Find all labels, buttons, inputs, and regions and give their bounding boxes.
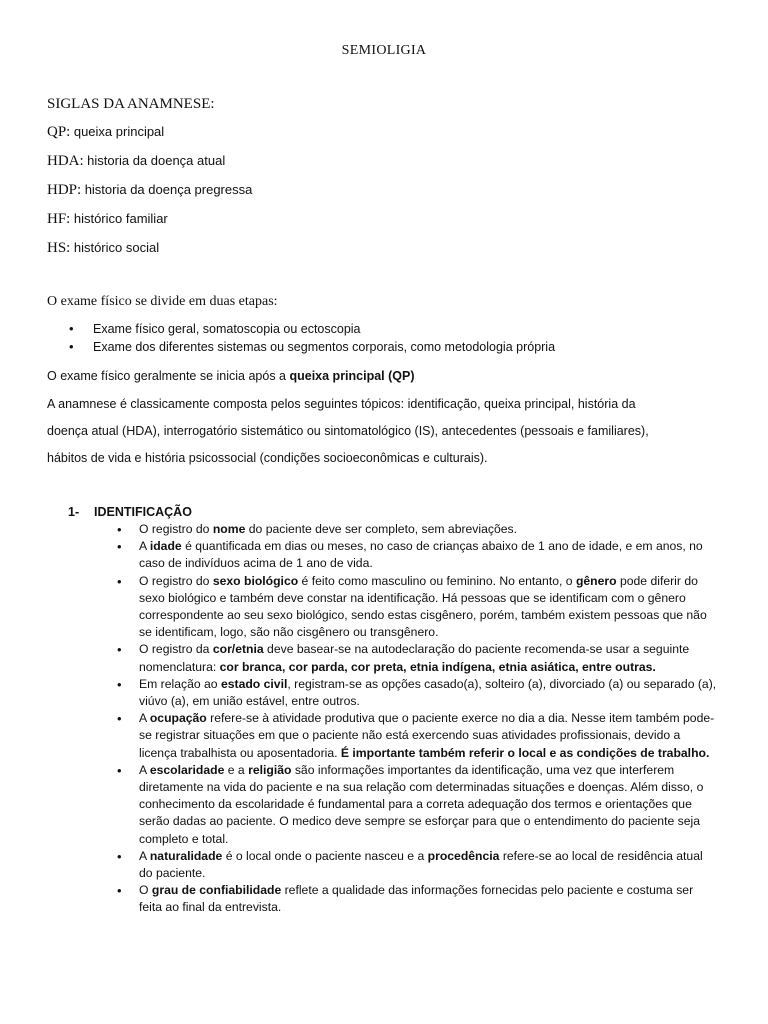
- bold-text: naturalidade: [149, 848, 223, 863]
- identificacao-item: [139, 573, 719, 642]
- bold-text: idade: [149, 539, 182, 554]
- bold-text: cor branca, cor parda, cor preta, etnia indígena, etnia asiática, entre outras.: [219, 659, 656, 674]
- bold-text: nome: [212, 522, 246, 536]
- sigla-code: HDA:: [47, 153, 84, 169]
- anamnese-line: hábitos de vida e história psicossocial (condições socioeconômicas e culturais).: [47, 451, 488, 465]
- siglas-heading: SIGLAS DA ANAMNESE:: [47, 96, 215, 112]
- text-run: , registram-se as opções casado(a), solteiro (a), divorciado (a) ou separado (a), viúvo (a), em união estável, entre outros.: [139, 676, 717, 709]
- bold-text: É importante também referir o local e as condições de trabalho.: [340, 745, 710, 760]
- sigla-code: HF:: [47, 211, 71, 227]
- exam-intro: O exame físico se divide em duas etapas:: [47, 294, 278, 309]
- text-run: Em relação ao: [139, 676, 221, 691]
- sigla-code: HDP:: [47, 182, 82, 198]
- sigla-description: historia da doença atual: [87, 153, 226, 168]
- identificacao-item: [139, 538, 719, 572]
- sigla-code: QP:: [47, 124, 71, 140]
- text-run: O registro da: [139, 642, 213, 657]
- bold-text: estado civil: [220, 676, 288, 691]
- bold-text: escolaridade: [149, 762, 225, 777]
- text-run: é quantificada em dias ou meses, no caso de crianças abaixo de 1 ano de idade, e em anos, no caso de indivíduos acima de 1 ano de vida.: [139, 539, 703, 571]
- sigla-description: histórico familiar: [73, 211, 168, 226]
- text-run: do paciente deve ser completo, sem abreviações.: [245, 522, 518, 536]
- exam-start-bold: queixa principal (QP): [289, 369, 415, 383]
- section-number: 1-: [68, 505, 80, 519]
- sigla-hs: [47, 240, 159, 257]
- text-run: é o local onde o paciente nasceu e a: [222, 848, 428, 863]
- identificacao-item: [139, 848, 719, 882]
- exam-start-sentence: [47, 369, 415, 383]
- text-run: refere-se à atividade produtiva que o paciente exerce no dia a dia. Nesse item também pode-se registrar situações em que o paciente não está exercendo suas atividades profissionais, devido a licença trabalhista ou aposentadoria.: [139, 711, 715, 760]
- document-title: SEMIOLIGIA: [341, 43, 427, 58]
- text-run: A: [139, 711, 150, 726]
- identificacao-item: [139, 676, 719, 710]
- text-run: reflete a qualidade das informações fornecidas pelo paciente e costuma ser feita ao final da entrevista.: [139, 883, 694, 915]
- text-run: O registro do: [139, 573, 213, 588]
- text-run: é feito como masculino ou feminino. No entanto, o: [298, 573, 576, 588]
- anamnese-line: doença atual (HDA), interrogatório sistemático ou sintomatológico (IS), antecedentes (pessoais e familiares),: [47, 424, 649, 438]
- identificacao-item: [139, 882, 719, 916]
- text-run: refere-se ao local de residência atual do paciente.: [139, 848, 703, 881]
- identificacao-item: [139, 762, 719, 848]
- bold-text: religião: [248, 762, 292, 777]
- section-heading: [68, 505, 192, 519]
- identificacao-item: [139, 641, 719, 675]
- exam-start-prefix: O exame físico geralmente se inicia após a: [47, 369, 290, 383]
- text-run: A: [139, 539, 150, 554]
- sigla-hda: [47, 153, 225, 170]
- text-run: deve basear-se na autodeclaração do paciente recomenda-se usar a seguinte nomenclatura:: [139, 642, 690, 674]
- list-item: • Exame físico geral, somatoscopia ou ectoscopia: [47, 320, 555, 338]
- bold-text: sexo biológico: [212, 573, 299, 588]
- sigla-description: queixa principal: [73, 124, 165, 139]
- bold-text: cor/etnia: [212, 642, 264, 657]
- text-run: O registro do: [139, 522, 213, 536]
- bold-text: gênero: [575, 573, 617, 588]
- sigla-hf: [47, 211, 168, 228]
- sigla-code: HS:: [47, 240, 71, 256]
- list-item: • Exame dos diferentes sistemas ou segmentos corporais, como metodologia própria: [47, 338, 555, 356]
- text-run: O: [139, 883, 152, 898]
- bold-text: ocupação: [149, 711, 207, 726]
- text-run: pode diferir do sexo biológico e também deve constar na identificação. Há pessoas que se identificam com o gênero correspondente ao seu sexo biológico, sendo estas cisgênero, porém, também existem pessoas que não se identificam, logo, são não cisgênero ou transgênero.: [139, 573, 707, 640]
- bold-text: grau de confiabilidade: [151, 883, 282, 898]
- text-run: são informações importantes da identificação, uma vez que interferem diretamente na vida do paciente e na sua relação com determinadas situações e doenças. Além disso, o conhecimento da escolaridade é fundamental para a correta adequação dos termos e orientações que serão dadas ao paciente. O medico deve sempre se esforçar para que o entendimento do paciente seja completo e total.: [139, 762, 704, 846]
- bold-text: procedência: [427, 848, 500, 863]
- sigla-description: histórico social: [73, 240, 160, 255]
- text-run: e a: [224, 762, 249, 777]
- section-title: IDENTIFICAÇÃO: [94, 505, 192, 519]
- text-run: A: [139, 762, 150, 777]
- identificacao-item: [139, 521, 719, 538]
- text-run: A: [139, 848, 150, 863]
- sigla-hdp: [47, 182, 252, 199]
- anamnese-line: A anamnese é classicamente composta pelos seguintes tópicos: identificação, queixa principal, história da: [47, 397, 636, 411]
- sigla-qp: [47, 124, 164, 141]
- sigla-description: historia da doença pregressa: [84, 182, 253, 197]
- identificacao-item: [139, 710, 719, 762]
- etapas-list: [47, 320, 555, 356]
- identificacao-list: [139, 521, 719, 917]
